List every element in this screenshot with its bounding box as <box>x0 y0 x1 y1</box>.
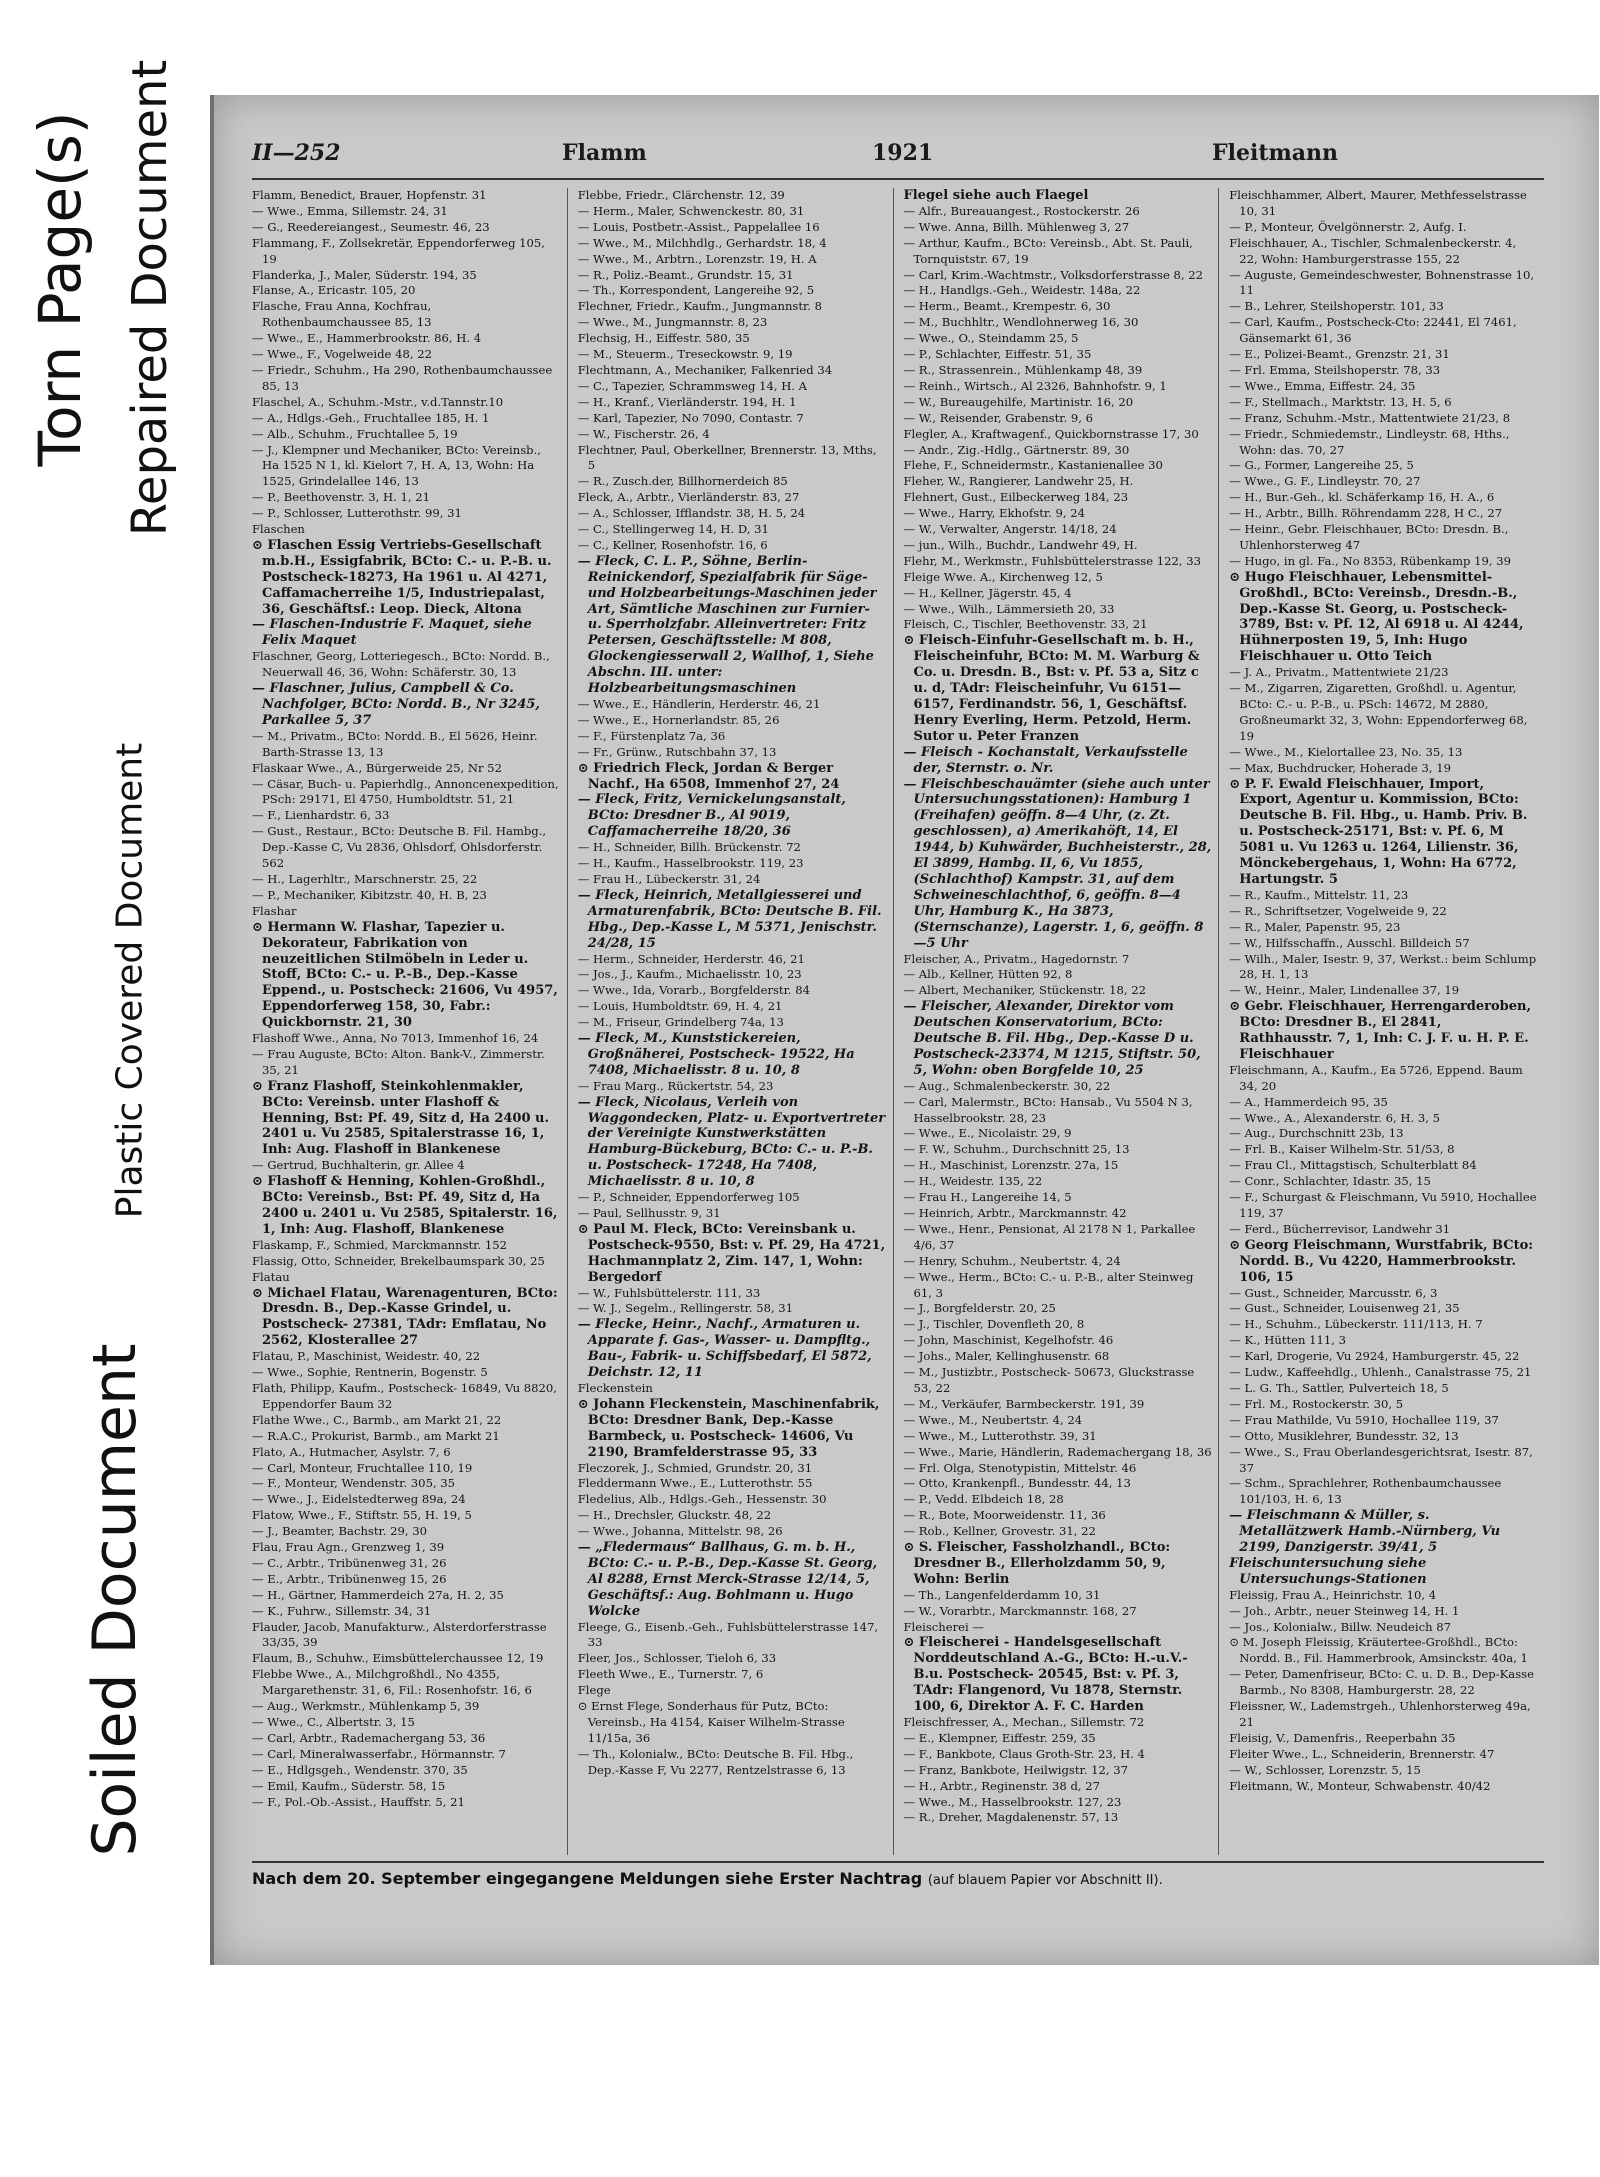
directory-entry: Fledelius, Alb., Hdlgs.-Geh., Hessenstr. 30 <box>577 1492 827 1507</box>
directory-entry: — M., Steuerm., Treseckowstr. 9, 19 <box>577 347 793 362</box>
directory-entry: — Albert, Mechaniker, Stückenstr. 18, 22 <box>903 983 1147 998</box>
directory-entry: — Friedr., Schmiedemstr., Lindleystr. 68, Hths., Wohn: das. 70, 27 <box>1229 426 1510 457</box>
directory-entry: — B., Lehrer, Steilshoperstr. 101, 33 <box>1229 299 1444 314</box>
directory-entry: Flechtner, Paul, Oberkellner, Brennerstr. 13, Mths, 5 <box>577 442 877 473</box>
directory-entry: Fleck, A., Arbtr., Vierländerstr. 83, 27 <box>577 490 800 505</box>
directory-entry: — Schm., Sprachlehrer, Rothenbaumchaussee 101/103, H. 6, 13 <box>1229 1476 1502 1507</box>
directory-entry: — P., Schlosser, Lutterothstr. 99, 31 <box>252 506 462 521</box>
directory-entry: — Wwe., C., Albertstr. 3, 15 <box>252 1715 415 1729</box>
directory-entry: — H., Handlgs.-Geh., Weidestr. 148a, 22 <box>903 283 1141 298</box>
directory-entry: Flamm, Benedict, Brauer, Hopfenstr. 31 <box>252 188 487 202</box>
directory-entry: Flaskamp, F., Schmied, Marckmannstr. 152 <box>252 1237 507 1252</box>
directory-entry: ⊙ Michael Flatau, Warenagenturen, BCto: Dresdn. B., Dep.-Kasse Grindel, u. Postscheck- 27381, TAdr: Emflatau, No 2562, Klosterallee 27 <box>252 1285 558 1349</box>
directory-entry: — Wwe., Harry, Ekhofstr. 9, 24 <box>903 506 1085 521</box>
directory-entry: — M., Zigarren, Zigaretten, Großhdl. u. Agentur, BCto: C.- u. P.-B., u. PSch: 14672, M 2880, Großneumarkt 32, 3, Wohn: Eppendorferweg 68, 19 <box>1229 681 1528 743</box>
directory-entry: — Alfr., Bureauangest., Rostockerstr. 26 <box>903 203 1140 218</box>
directory-entry: ⊙ Fleisch-Einfuhr-Gesellschaft m. b. H., Fleischeinfuhr, BCto: M. M. Warburg & Co. u. Dresdn. B., Bst: v. Pf. 53 a, Sitz c u. d, TAdr: Fleischeinfuhr, Vu 6151—6157, Ferdinandstr. 56, 1, Geschäftsf. Henry Everling, Herm. Petzold, Herm. Sutor u. Peter Franzen <box>903 633 1200 744</box>
directory-entry: — Cäsar, Buch- u. Papierhdlg., Annoncenexpedition, PSch: 29171, El 4750, Humboldtstr. 51, 21 <box>252 776 559 807</box>
directory-entry: ⊙ Franz Flashoff, Steinkohlenmakler, BCto: Vereinsb. unter Flashoff & Henning, Bst: Pf. 49, Sitz d, Ha 2400 u. 2401 u. Vu 2585, Spitalerstrasse 16, 1, Inh: Aug. Flashoff in Blankenese <box>252 1078 550 1158</box>
directory-entry: — Wwe., M., Lutterothstr. 39, 31 <box>903 1428 1097 1443</box>
directory-entry: — Aug., Durchschnitt 23b, 13 <box>1229 1126 1404 1141</box>
directory-entry: — Fleck, Fritz, Vernickelungsanstalt, BCto: Dresdner B., Al 9019, Caffamacherreihe 18/20, 36 <box>577 792 846 840</box>
directory-entry: — W., Schlosser, Lorenzstr. 5, 15 <box>1229 1762 1421 1777</box>
directory-entry: ⊙ Georg Fleischmann, Wurstfabrik, BCto: Nordd. B., Vu 4220, Hammerbrookstr. 106, 15 <box>1229 1237 1534 1285</box>
directory-entry: — Wwe. Anna, Billh. Mühlenweg 3, 27 <box>903 219 1130 234</box>
directory-entry: — Paul, Sellhusstr. 9, 31 <box>577 1206 721 1220</box>
directory-entry: Flaschel, A., Schuhm.-Mstr., v.d.Tannstr.10 <box>252 394 504 409</box>
directory-entry: ⊙ Gebr. Fleischhauer, Herrengarderoben, BCto: Dresdner B., El 2841, Rathhausstr. 7, 1, Inh: C. J. F. u. H. P. E. Fleischhauer <box>1229 999 1532 1062</box>
directory-entry: — Flaschen-Industrie F. Maquet, siehe Felix Maquet <box>252 617 532 649</box>
directory-entry: — L. G. Th., Sattler, Pulverteich 18, 5 <box>1229 1380 1449 1395</box>
directory-entry: — Friedr., Schuhm., Ha 290, Rothenbaumchaussee 85, 13 <box>252 362 553 393</box>
directory-entry: — Wwe., Herm., BCto: C.- u. P.-B., alter Steinweg 61, 3 <box>903 1269 1194 1300</box>
directory-entry: Fleissig, Frau A., Heinrichstr. 10, 4 <box>1229 1587 1437 1602</box>
directory-entry: — Henry, Schuhm., Neubertstr. 4, 24 <box>903 1253 1121 1268</box>
directory-entry: — Wwe., Ida, Vorarb., Borgfelderstr. 84 <box>577 983 810 998</box>
directory-entry: — Wilh., Maler, Isestr. 9, 37, Werkst.: beim Schlump 28, H. 1, 13 <box>1229 951 1537 982</box>
directory-entry: — Aug., Werkmstr., Mühlenkamp 5, 39 <box>252 1699 480 1714</box>
directory-entry: — Wwe., M., Neubertstr. 4, 24 <box>903 1412 1083 1427</box>
directory-entry: — R., Zusch.der, Billhornerdeich 85 <box>577 474 788 489</box>
directory-entry: — C., Stellingerweg 14, H. D, 31 <box>577 522 769 537</box>
directory-entry: Flatau, P., Maschinist, Weidestr. 40, 22 <box>252 1349 481 1364</box>
directory-entry: — W., Fuhlsbüttelerstr. 111, 33 <box>577 1285 761 1300</box>
directory-entry: Fleisig, V., Damenfris., Reeperbahn 35 <box>1229 1730 1456 1745</box>
directory-entry: — F., Pol.-Ob.-Assist., Hauffstr. 5, 21 <box>252 1794 465 1809</box>
directory-entry: — Fleck, Heinrich, Metallgiesserei und Armaturenfabrik, BCto: Deutsche B. Fil. Hbg., Dep.-Kasse L, M 5371, Jenischstr. 24/28, 15 <box>577 887 882 951</box>
directory-entry: — R., Kaufm., Mittelstr. 11, 23 <box>1229 887 1409 902</box>
directory-entry: — Auguste, Gemeindeschwester, Bohnenstrasse 10, 11 <box>1229 267 1535 298</box>
directory-entry: — Ferd., Bücherrevisor, Landwehr 31 <box>1229 1221 1451 1236</box>
directory-entry: — Th., Langenfelderdamm 10, 31 <box>903 1587 1101 1602</box>
directory-entry: — Otto, Krankenpfl., Bundesstr. 44, 13 <box>903 1476 1131 1491</box>
directory-entry: — Louis, Humboldtstr. 69, H. 4, 21 <box>577 999 783 1014</box>
directory-entry: — Jos., J., Kaufm., Michaelisstr. 10, 23 <box>577 967 802 982</box>
directory-entry: — Th., Korrespondent, Langereihe 92, 5 <box>577 283 815 298</box>
directory-entry: Flege <box>577 1683 611 1698</box>
directory-entry: — Fleisch - Kochanstalt, Verkaufsstelle der, Sternstr. o. Nr. <box>903 744 1188 776</box>
directory-entry: Flegler, A., Kraftwagenf., Quickbornstrasse 17, 30 <box>903 426 1199 441</box>
footer-notice <box>252 1861 1544 1905</box>
directory-entry: — A., Hdlgs.-Geh., Fruchtallee 185, H. 1 <box>252 410 490 425</box>
directory-entry: — Johs., Maler, Kellinghusenstr. 68 <box>903 1349 1110 1364</box>
directory-entry: — Frau H., Langereihe 14, 5 <box>903 1190 1072 1205</box>
directory-entry: — Th., Kolonialw., BCto: Deutsche B. Fil. Hbg., Dep.-Kasse F, Vu 2277, Rentzelstrasse 6, 13 <box>577 1746 854 1777</box>
directory-entry: — Frau Auguste, BCto: Alton. Bank-V., Zimmerstr. 35, 21 <box>252 1046 545 1077</box>
directory-entry: Flatow, Wwe., F., Stiftstr. 55, H. 19, 5 <box>252 1508 472 1523</box>
directory-entry: — Wwe., M., Hasselbrookstr. 127, 23 <box>903 1794 1122 1809</box>
header-first-word: Flamm <box>562 140 647 166</box>
directory-entry: ⊙ Flashoff & Henning, Kohlen-Großhdl., BCto: Vereinsb., Bst: Pf. 49, Sitz d, Ha 2400 u. 2401 u. Vu 2585, Spitalerstr. 16, 1, Inh: Aug. Flashoff, Blankenese <box>252 1174 558 1237</box>
directory-entry: — Frl. M., Rostockerstr. 30, 5 <box>1229 1396 1404 1411</box>
directory-entry: — Louis, Postbetr.-Assist., Pappelallee 16 <box>577 219 820 234</box>
directory-entry: — Karl, Tapezier, No 7090, Contastr. 7 <box>577 410 804 425</box>
directory-entry: — E., Polizei-Beamt., Grenzstr. 21, 31 <box>1229 347 1450 362</box>
header-rule <box>252 178 1544 180</box>
directory-entry: — Carl, Monteur, Fruchtallee 110, 19 <box>252 1460 473 1475</box>
directory-entry: Flanse, A., Ericastr. 105, 20 <box>252 283 416 298</box>
directory-entry: — Wwe., A., Alexanderstr. 6, H. 3, 5 <box>1229 1110 1440 1125</box>
directory-entry: — J., Klempner und Mechaniker, BCto: Vereinsb., Ha 1525 N 1, kl. Kielort 7, H. A, 13, Wohn: Ha 1525, Grindelallee 146, 13 <box>252 442 541 489</box>
directory-entry: Flebbe Wwe., A., Milchgroßhdl., No 4355, Margarethenstr. 31, 6, Fil.: Rosenhofstr. 16, 6 <box>252 1667 532 1698</box>
directory-entry: Flehnert, Gust., Eilbeckerweg 184, 23 <box>903 490 1129 505</box>
column-1 <box>252 188 568 1855</box>
directory-entry: — E., Hdlgsgeh., Wendenstr. 370, 35 <box>252 1762 468 1777</box>
directory-entry: Flath, Philipp, Kaufm., Postscheck- 16849, Vu 8820, Eppendorfer Baum 32 <box>252 1380 557 1411</box>
directory-entry: — R., Schriftsetzer, Vogelweide 9, 22 <box>1229 903 1447 918</box>
directory-entry: — H., Weidestr. 135, 22 <box>903 1174 1043 1189</box>
directory-entry: — Aug., Schmalenbeckerstr. 30, 22 <box>903 1078 1111 1093</box>
directory-entry: — Gust., Schneider, Marcusstr. 6, 3 <box>1229 1285 1438 1300</box>
directory-entry: — M., Friseur, Grindelberg 74a, 13 <box>577 1015 784 1030</box>
directory-entry: — W., Bureaugehilfe, Martinistr. 16, 20 <box>903 394 1134 409</box>
directory-entry: — C., Kellner, Rosenhofstr. 16, 6 <box>577 537 768 552</box>
directory-entry: — M., Buchhltr., Wendlohnerweg 16, 30 <box>903 315 1139 330</box>
directory-entry: — Gust., Schneider, Louisenweg 21, 35 <box>1229 1301 1460 1316</box>
directory-entry: — H., Bur.-Geh., kl. Schäferkamp 16, H. A., 6 <box>1229 490 1495 505</box>
directory-entry: — Carl, Krim.-Wachtmstr., Volksdorferstrasse 8, 22 <box>903 267 1204 282</box>
directory-entry: Flammang, F., Zollsekretär, Eppendorferweg 105, 19 <box>252 235 545 266</box>
directory-entry: — Hugo, in gl. Fa., No 8353, Rübenkamp 19, 39 <box>1229 553 1512 568</box>
directory-entry: — C., Tapezier, Schrammsweg 14, H. A <box>577 378 808 393</box>
directory-entry: — Rob., Kellner, Grovestr. 31, 22 <box>903 1524 1096 1539</box>
header-last-word: Fleitmann <box>1212 140 1339 166</box>
directory-entry: — F., Bankbote, Claus Groth-Str. 23, H. 4 <box>903 1746 1145 1761</box>
directory-entry: — Frl. Emma, Steilshoperstr. 78, 33 <box>1229 362 1441 377</box>
directory-entry: — H., Arbtr., Billh. Röhrendamm 228, H C., 27 <box>1229 506 1503 521</box>
directory-entry: Fleege, G., Eisenb.-Geh., Fuhlsbüttelerstrasse 147, 33 <box>577 1619 879 1650</box>
directory-entry: ⊙ Hermann W. Flashar, Tapezier u. Dekorateur, Fabrikation von neuzeitlichen Stilmöbeln in Leder u. Stoff, BCto: C.- u. P.-B., Dep.-Kasse Eppend., u. Postscheck: 21606, Vu 4957, Eppendorferweg 158, 30, Fabr.: Quickbornstr. 21, 30 <box>252 919 558 1031</box>
column-2 <box>578 188 894 1855</box>
directory-entry: ⊙ Johann Fleckenstein, Maschinenfabrik, BCto: Dresdner Bank, Dep.-Kasse Barmbeck, u. Postscheck- 14606, Vu 2190, Bramfelderstrasse 95, 33 <box>577 1396 880 1460</box>
directory-entry: Flegel siehe auch Flaegel <box>903 188 1089 203</box>
directory-entry: — H., Kranf., Vierländerstr. 194, H. 1 <box>577 394 797 409</box>
directory-entry: — Jos., Kolonialw., Billw. Neudeich 87 <box>1229 1619 1452 1634</box>
directory-entry: — Wwe., Henr., Pensionat, Al 2178 N 1, Parkallee 4/6, 37 <box>903 1221 1196 1252</box>
directory-entry: Flebbe, Friedr., Clärchenstr. 12, 39 <box>577 188 785 202</box>
directory-entry: ⊙ S. Fleischer, Fassholzhandl., BCto: Dresdner B., Ellerholzdamm 50, 9, Wohn: Berlin <box>903 1540 1171 1587</box>
directory-entry: — R., Strassenrein., Mühlenkamp 48, 39 <box>903 362 1143 377</box>
running-header <box>252 140 1544 180</box>
directory-entry: — A., Schlosser, Ifflandstr. 38, H. 5, 24 <box>577 506 806 521</box>
directory-entry: Flatau <box>252 1269 290 1284</box>
directory-entry: — Franz, Schuhm.-Mstr., Mattentwiete 21/23, 8 <box>1229 410 1511 425</box>
directory-entry: — Wwe., E., Hammerbrookstr. 86, H. 4 <box>252 331 482 346</box>
directory-entry: — G., Reedereiangest., Seumestr. 46, 23 <box>252 219 490 234</box>
directory-entry: ⊙ Ernst Flege, Sonderhaus für Putz, BCto: Vereinsb., Ha 4154, Kaiser Wilhelm-Strasse 11/15a, 36 <box>577 1699 845 1745</box>
directory-entry: — Andr., Zig.-Hdlg., Gärtnerstr. 89, 30 <box>903 442 1130 457</box>
directory-entry: — F., Fürstenplatz 7a, 36 <box>577 728 726 743</box>
label-torn-pages: Torn Page(s) <box>26 111 94 467</box>
directory-entry: Fleischhauer, A., Tischler, Schmalenbeckerstr. 4, 22, Wohn: Hamburgerstrasse 155, 22 <box>1229 235 1517 266</box>
directory-entry: — Joh., Arbtr., neuer Steinweg 14, H. 1 <box>1229 1603 1460 1618</box>
directory-entry: — J., Beamter, Bachstr. 29, 30 <box>252 1524 428 1539</box>
directory-entry: Fleczorek, J., Schmied, Grundstr. 20, 31 <box>577 1460 813 1475</box>
directory-entry: Fleischfresser, A., Mechan., Sillemstr. 72 <box>903 1715 1145 1729</box>
directory-entry: ⊙ Hugo Fleischhauer, Lebensmittel-Großhdl., BCto: Vereinsb., Dresdn.-B., Dep.-Kasse St. Georg, u. Postscheck- 3789, Bst: v. Pf. 12, Al 6918 u. Al 4244, Hühnerposten 19, 5, Inh: Hugo Fleischhauer u. Otto Teich <box>1229 569 1524 665</box>
directory-entry: — K., Fuhrw., Sillemstr. 34, 31 <box>252 1603 432 1618</box>
directory-entry: — H., Drechsler, Gluckstr. 48, 22 <box>577 1508 772 1523</box>
directory-entry: Fleischuntersuchung siehe Untersuchungs-Stationen <box>1229 1555 1427 1587</box>
directory-entry: — P., Vedd. Elbdeich 18, 28 <box>903 1492 1064 1507</box>
directory-entry: — H., Maschinist, Lorenzstr. 27a, 15 <box>903 1158 1119 1173</box>
directory-entry: — M., Justizbtr., Postscheck- 50673, Gluckstrasse 53, 22 <box>903 1365 1195 1395</box>
directory-entry: Flanderka, J., Maler, Süderstr. 194, 35 <box>252 267 477 282</box>
directory-entry: Fleitmann, W., Monteur, Schwabenstr. 40/42 <box>1229 1778 1491 1793</box>
directory-entry: — F., Schurgast & Fleischmann, Vu 5910, Hochallee 119, 37 <box>1229 1190 1537 1220</box>
directory-entry: Flaum, B., Schuhw., Eimsbüttelerchaussee 12, 19 <box>252 1651 544 1666</box>
directory-entry: — Wwe., M., Kielortallee 23, No. 35, 13 <box>1229 744 1463 759</box>
directory-entry: — Carl, Arbtr., Rademachergang 53, 36 <box>252 1730 486 1745</box>
directory-entry: — M., Privatm., BCto: Nordd. B., El 5626, Heinr. Barth-Strasse 13, 13 <box>252 728 538 759</box>
directory-entry: — Alb., Schuhm., Fruchtallee 5, 19 <box>252 426 458 441</box>
directory-entry: — F., Lienhardstr. 6, 33 <box>252 808 390 823</box>
directory-entry: — E., Arbtr., Tribünenweg 15, 26 <box>252 1571 447 1586</box>
directory-entry: — Wwe., O., Steindamm 25, 5 <box>903 331 1079 346</box>
directory-entry: Fleddermann Wwe., E., Lutterothstr. 55 <box>577 1476 813 1491</box>
directory-entry: — Carl, Malermstr., BCto: Hansab., Vu 5504 N 3, Hasselbrookstr. 28, 23 <box>903 1094 1193 1125</box>
directory-entry: — H., Lagerhltr., Marschnerstr. 25, 22 <box>252 871 478 886</box>
directory-entry: — Carl, Mineralwasserfabr., Hörmannstr. 7 <box>252 1746 506 1761</box>
directory-entry: — Wwe., M., Milchhdlg., Gerhardstr. 18, 4 <box>577 235 827 250</box>
directory-entry: Flechner, Friedr., Kaufm., Jungmannstr. 8 <box>577 299 823 314</box>
directory-entry: — P., Beethovenstr. 3, H. 1, 21 <box>252 490 430 505</box>
header-year: 1921 <box>872 140 934 166</box>
directory-entry: — H., Gärtner, Hammerdeich 27a, H. 2, 35 <box>252 1587 504 1602</box>
directory-entry: — R., Bote, Moorweidenstr. 11, 36 <box>903 1508 1106 1523</box>
directory-entry: Fleher, W., Rangierer, Landwehr 25, H. <box>903 474 1134 489</box>
directory-entry: — C., Arbtr., Tribünenweg 31, 26 <box>252 1555 447 1570</box>
directory-entry: — „Fledermaus“ Ballhaus, G. m. b. H., BCto: C.- u. P.-B., Dep.-Kasse St. Georg, Al 8288, Ernst Merck-Strasse 12/14, 5, Geschäftsf.: Aug. Bohlmann u. Hugo Wolcke <box>577 1540 878 1619</box>
directory-entry: — Frl. B., Kaiser Wilhelm-Str. 51/53, 8 <box>1229 1142 1455 1157</box>
directory-entry: — F. W., Schuhm., Durchschnitt 25, 13 <box>903 1142 1130 1157</box>
column-3 <box>904 188 1220 1855</box>
directory-entry: — H., Kellner, Jägerstr. 45, 4 <box>903 585 1072 600</box>
directory-entry: — Reinh., Wirtsch., Al 2326, Bahnhofstr. 9, 1 <box>903 378 1167 393</box>
footer-main-text: Nach dem 20. September eingegangene Meldungen siehe Erster Nachtrag <box>252 1869 923 1888</box>
directory-entry: — R., Maler, Papenstr. 95, 23 <box>1229 919 1401 934</box>
directory-entry: Flaschner, Georg, Lotteriegesch., BCto: Nordd. B., Neuerwall 46, 36, Wohn: Schäferstr. 30, 13 <box>252 649 550 680</box>
directory-entry: — W., Fischerstr. 26, 4 <box>577 426 710 441</box>
directory-entry: Flato, A., Hutmacher, Asylstr. 7, 6 <box>252 1444 451 1459</box>
directory-entry: — Frau H., Lübeckerstr. 31, 24 <box>577 871 761 886</box>
directory-entry: — W., Verwalter, Angerstr. 14/18, 24 <box>903 522 1117 537</box>
scanned-directory-page <box>210 95 1599 1965</box>
directory-entry: — G., Former, Langereihe 25, 5 <box>1229 458 1414 473</box>
directory-entry: Fleiter Wwe., L., Schneiderin, Brennerstr. 47 <box>1229 1746 1495 1761</box>
directory-entry: — P., Schneider, Eppendorferweg 105 <box>577 1190 800 1205</box>
directory-entry: Fleer, Jos., Schlosser, Tieloh 6, 33 <box>577 1651 777 1666</box>
directory-entry: — Max, Buchdrucker, Hoherade 3, 19 <box>1229 760 1451 775</box>
label-soiled-document: Soiled Document <box>80 1343 150 1857</box>
directory-entry: — W. J., Segelm., Rellingerstr. 58, 31 <box>577 1301 794 1316</box>
directory-entry: — Franz, Bankbote, Heilwigstr. 12, 37 <box>903 1762 1129 1777</box>
directory-entry: — A., Hammerdeich 95, 35 <box>1229 1094 1388 1109</box>
directory-entry: Flau, Frau Agn., Grenzweg 1, 39 <box>252 1540 445 1555</box>
directory-columns <box>252 188 1544 1855</box>
directory-entry: — Conr., Schlachter, Idastr. 35, 15 <box>1229 1174 1431 1189</box>
directory-entry: — Wwe., M., Jungmannstr. 8, 23 <box>577 315 768 330</box>
directory-entry: — John, Maschinist, Kegelhofstr. 46 <box>903 1333 1114 1348</box>
directory-entry: Flaschen <box>252 522 305 537</box>
directory-entry: — Wwe., E., Nicolaistr. 29, 9 <box>903 1126 1072 1141</box>
directory-entry: — Fleck, M., Kunststickereien, Großnäherei, Postscheck- 19522, Ha 7408, Michaelisstr. 8 u. 10, 8 <box>577 1031 855 1078</box>
directory-entry: — Alb., Kellner, Hütten 92, 8 <box>903 967 1073 982</box>
directory-entry: — Frau Cl., Mittagstisch, Schulterblatt 84 <box>1229 1158 1477 1173</box>
directory-entry: Flechtmann, A., Mechaniker, Falkenried 34 <box>577 362 833 377</box>
directory-entry: — Carl, Kaufm., Postscheck-Cto: 22441, El 7461, Gänsemarkt 61, 36 <box>1229 315 1517 346</box>
directory-entry: — Fr., Grünw., Rutschbahn 37, 13 <box>577 744 777 759</box>
directory-entry: Flathe Wwe., C., Barmb., am Markt 21, 22 <box>252 1412 502 1427</box>
directory-entry: — Wwe., S., Frau Oberlandesgerichtsrat, Isestr. 87, 37 <box>1229 1444 1533 1475</box>
directory-entry: — Wwe., Wilh., Lämmersieth 20, 33 <box>903 601 1115 616</box>
directory-entry: ⊙ Friedrich Fleck, Jordan & Berger Nachf., Ha 6508, Immenhof 27, 24 <box>577 760 840 792</box>
directory-entry: — Otto, Musiklehrer, Bundesstr. 32, 13 <box>1229 1428 1459 1443</box>
directory-entry: — Wwe., Emma, Sillemstr. 24, 31 <box>252 203 448 218</box>
directory-entry: Fleige Wwe. A., Kirchenweg 12, 5 <box>903 569 1103 584</box>
directory-entry: — Wwe., M., Arbtrn., Lorenzstr. 19, H. A <box>577 251 817 266</box>
directory-entry: — P., Mechaniker, Kibitzstr. 40, H. B, 23 <box>252 887 487 902</box>
directory-entry: — Herm., Maler, Schwenckestr. 80, 31 <box>577 203 805 218</box>
directory-entry: Flashar <box>252 903 297 918</box>
directory-entry: — Fleischmann & Müller, s. Metallätzwerk Hamb.-Nürnberg, Vu 2199, Danzigerstr. 39/41, 5 <box>1229 1508 1501 1556</box>
directory-entry: — R., Dreher, Magdalenenstr. 57, 13 <box>903 1810 1119 1825</box>
directory-entry: — Flaschner, Julius, Campbell & Co. Nachfolger, BCto: Nordd. B., Nr 3245, Parkallee 5, 37 <box>252 681 540 728</box>
directory-entry: — Peter, Damenfriseur, BCto: C. u. D. B., Dep-Kasse Barmb., No 8308, Hamburgerstr. 28, 22 <box>1229 1667 1534 1698</box>
directory-entry: Fleissner, W., Lademstrgeh., Uhlenhorsterweg 49a, 21 <box>1229 1699 1531 1729</box>
directory-entry: — Wwe., Sophie, Rentnerin, Bogenstr. 5 <box>252 1365 488 1380</box>
directory-entry: — H., Kaufm., Hasselbrookstr. 119, 23 <box>577 856 804 871</box>
directory-entry: — F., Stellmach., Marktstr. 13, H. 5, 6 <box>1229 394 1452 409</box>
directory-entry: — M., Verkäufer, Barmbeckerstr. 191, 39 <box>903 1396 1145 1411</box>
directory-entry: — P., Monteur, Övelgönnerstr. 2, Aufg. I. <box>1229 219 1467 234</box>
directory-entry: Flassig, Otto, Schneider, Brekelbaumspark 30, 25 <box>252 1253 545 1268</box>
directory-entry: ⊙ Fleischerei - Handelsgesellschaft Norddeutschland A.-G., BCto: H.-u.V.-B.u. Postscheck- 20545, Bst: v. Pf. 3, TAdr: Flangenord, Vu 1878, Sternstr. 100, 6, Direktor A. F. C. Harden <box>903 1635 1188 1715</box>
directory-entry: — R., Poliz.-Beamt., Grundstr. 15, 31 <box>577 267 794 282</box>
directory-entry: ⊙ Flaschen Essig Vertriebs-Gesellschaft m.b.H., Essigfabrik, BCto: C.- u. P.-B. u. Postscheck-18273, Ha 1961 u. Al 4271, Caffamacherreihe 1/5, Industriepalast, 36, Geschäftsf.: Leop. Dieck, Altona <box>252 537 552 617</box>
directory-entry: Flasche, Frau Anna, Kochfrau, Rothenbaumchaussee 85, 13 <box>252 299 432 330</box>
directory-entry: — P., Schlachter, Eiffestr. 51, 35 <box>903 347 1092 362</box>
directory-entry: — K., Hütten 111, 3 <box>1229 1333 1347 1348</box>
directory-entry: — Karl, Drogerie, Vu 2924, Hamburgerstr. 45, 22 <box>1229 1349 1520 1364</box>
directory-entry: — Wwe., Emma, Eiffestr. 24, 35 <box>1229 378 1416 393</box>
directory-entry: — E., Klempner, Eiffestr. 259, 35 <box>903 1730 1096 1745</box>
directory-entry: — Flecke, Heinr., Nachf., Armaturen u. Apparate f. Gas-, Wasser- u. Dampfltg., Bau-, Fabrik- u. Schiffsbedarf, El 5872, Deichstr. 12, 11 <box>577 1317 872 1381</box>
directory-entry: — Wwe., E., Händlerin, Herderstr. 46, 21 <box>577 697 821 711</box>
directory-entry: ⊙ M. Joseph Fleissig, Kräutertee-Großhdl., BCto: Nordd. B., Fil. Hammerbrook, Amsinckstr. 40a, 1 <box>1229 1635 1528 1666</box>
directory-entry: — Heinrich, Arbtr., Marckmannstr. 42 <box>903 1206 1127 1220</box>
directory-entry: — Herm., Schneider, Herderstr. 46, 21 <box>577 951 805 966</box>
directory-entry: — Fleck, C. L. P., Söhne, Berlin-Reinickendorf, Spezialfabrik für Säge- und Holzbearbeitungs-Maschinen jeder Art, Sämtliche Maschinen zur Furnier- u. Sperrholzfabr. Alleinvertreter: Fritz Petersen, Geschäftsstelle: M 808, Glockengiesserwall 2, Wallhof, 1, Siehe Abschn. III. unter: Holzbearbeitungsmaschinen <box>577 553 877 697</box>
directory-entry: — J., Tischler, Dovenfleth 20, 8 <box>903 1317 1085 1332</box>
directory-entry: — Wwe., J., Eidelstedterweg 89a, 24 <box>252 1492 466 1507</box>
directory-entry: — Emil, Kaufm., Süderstr. 58, 15 <box>252 1778 446 1793</box>
condition-labels-sidebar <box>0 0 205 2177</box>
directory-entry: Flehe, F., Schneidermstr., Kastanienallee 30 <box>903 458 1163 473</box>
column-4 <box>1229 188 1544 1855</box>
directory-entry: — J. A., Privatm., Mattentwiete 21/23 <box>1229 665 1449 680</box>
directory-entry: Flashoff Wwe., Anna, No 7013, Immenhof 16, 24 <box>252 1031 539 1046</box>
label-repaired-document: Repaired Document <box>122 59 178 537</box>
page-number: II—252 <box>252 140 341 166</box>
directory-entry: — Fleischbeschauämter (siehe auch unter Untersuchungsstationen): Hamburg 1 (Freihafen) geöffn. 8—4 Uhr, (z. Zt. geschlossen), a) Amerikahöft, 14, El 1944, b) Kuhwärder, Buchheisterstr., 28, El 3899, Hambg. II, 6, Vu 1855, (Schlachthof) Kampstr. 31, auf dem Schweineschlachthof, 6, geöffn. 8—4 Uhr, Hamburg K., Ha 3873, (Sternschanze), Lagerstr. 1, 6, geöffn. 8—5 Uhr <box>903 776 1212 951</box>
directory-entry: Flaskaar Wwe., A., Bürgerweide 25, Nr 52 <box>252 760 502 775</box>
directory-entry: — Frau Mathilde, Vu 5910, Hochallee 119, 37 <box>1229 1412 1499 1427</box>
directory-entry: — Ludw., Kaffeehdlg., Uhlenh., Canalstrasse 75, 21 <box>1229 1365 1532 1380</box>
directory-entry: — Fleischer, Alexander, Direktor vom Deutschen Konservatorium, BCto: Deutsche B. Fil. Hbg., Dep.-Kasse D u. Postscheck-23374, M 1215, Stiftstr. 50, 5, Wohn: oben Borgfelde 10, 25 <box>903 999 1201 1078</box>
directory-entry: — H., Schuhm., Lübeckerstr. 111/113, H. 7 <box>1229 1317 1483 1332</box>
directory-entry: — H., Schneider, Billh. Brückenstr. 72 <box>577 840 801 855</box>
directory-entry: — Wwe., Johanna, Mittelstr. 98, 26 <box>577 1524 783 1539</box>
directory-entry: Flauder, Jacob, Manufakturw., Alsterdorferstrasse 33/35, 39 <box>252 1619 547 1650</box>
footer-note: (auf blauem Papier vor Abschnitt II). <box>927 1873 1163 1888</box>
directory-entry: — W., Vorarbtr., Marckmannstr. 168, 27 <box>903 1603 1137 1618</box>
directory-entry: — Wwe., E., Hornerlandstr. 85, 26 <box>577 712 780 727</box>
directory-entry: Flechsig, H., Eiffestr. 580, 35 <box>577 331 750 346</box>
directory-entry: — H., Arbtr., Reginenstr. 38 d, 27 <box>903 1778 1101 1793</box>
label-plastic-covered: Plastic Covered Document <box>109 742 151 1219</box>
directory-entry: — Frl. Olga, Stenotypistin, Mittelstr. 46 <box>903 1460 1137 1475</box>
directory-entry: Flehr, M., Werkmstr., Fuhlsbüttelerstrasse 122, 33 <box>903 553 1202 568</box>
directory-entry: Fleisch, C., Tischler, Beethovenstr. 33, 21 <box>903 617 1148 632</box>
directory-entry: — W., Reisender, Grabenstr. 9, 6 <box>903 410 1094 425</box>
directory-entry: — jun., Wilh., Buchdr., Landwehr 49, H. <box>903 537 1138 552</box>
directory-entry: — W., Hilfsschaffn., Ausschl. Billdeich 57 <box>1229 935 1470 950</box>
directory-entry: — F., Monteur, Wendenstr. 305, 35 <box>252 1476 456 1491</box>
directory-entry: Fleischhammer, Albert, Maurer, Methfesselstrasse 10, 31 <box>1229 188 1527 218</box>
directory-entry: — Wwe., F., Vogelweide 48, 22 <box>252 347 432 362</box>
directory-entry: — Gust., Restaur., BCto: Deutsche B. Fil. Hambg., Dep.-Kasse C, Vu 2836, Ohlsdorf, Ohlsdorferstr. 562 <box>252 824 547 871</box>
directory-entry: — Gertrud, Buchhalterin, gr. Allee 4 <box>252 1158 465 1173</box>
directory-entry: ⊙ P. F. Ewald Fleischhauer, Import, Export, Agentur u. Kommission, BCto: Deutsche B. Fil. Hbg., u. Hamb. Priv. B. u. Postscheck-25171, Bst: v. Pf. 6, M 5081 u. Vu 1263 u. 1264, Lilienstr. 36, Mönckebergehaus, 1, Wohn: Ha 6772, Hartungstr. 5 <box>1229 776 1528 887</box>
directory-entry: — R.A.C., Prokurist, Barmb., am Markt 21 <box>252 1428 500 1443</box>
directory-entry: Fleeth Wwe., E., Turnerstr. 7, 6 <box>577 1667 764 1682</box>
directory-entry: Fleischer, A., Privatm., Hagedornstr. 7 <box>903 951 1130 966</box>
directory-entry: — Herm., Beamt., Krempestr. 6, 30 <box>903 299 1111 314</box>
directory-entry: — Frau Marg., Rückertstr. 54, 23 <box>577 1078 774 1093</box>
directory-entry: — J., Borgfelderstr. 20, 25 <box>903 1301 1056 1316</box>
directory-entry: Fleckenstein <box>577 1380 653 1395</box>
directory-entry: — W., Heinr., Maler, Lindenallee 37, 19 <box>1229 983 1460 998</box>
directory-entry: Fleischerei — <box>903 1619 984 1634</box>
directory-entry: Fleischmann, A., Kaufm., Ea 5726, Eppend. Baum 34, 20 <box>1229 1062 1523 1093</box>
directory-entry: — Wwe., Marie, Händlerin, Rademachergang 18, 36 <box>903 1444 1212 1459</box>
directory-entry: ⊙ Paul M. Fleck, BCto: Vereinsbank u. Postscheck-9550, Bst: v. Pf. 29, Ha 4721, Hachmannplatz 2, Zim. 147, 1, Wohn: Bergedorf <box>577 1221 886 1285</box>
directory-entry: — Arthur, Kaufm., BCto: Vereinsb., Abt. St. Pauli, Tornquiststr. 67, 19 <box>903 235 1193 266</box>
directory-entry: — Wwe., G. F., Lindleystr. 70, 27 <box>1229 474 1421 489</box>
directory-entry: — Heinr., Gebr. Fleischhauer, BCto: Dresdn. B., Uhlenhorsterweg 47 <box>1229 522 1509 552</box>
directory-entry: — Fleck, Nicolaus, Verleih von Waggondecken, Platz- u. Exportvertreter der Vereinigte Kunstwerkstätten Hamburg-Bückeburg, BCto: C.- u. P.-B. u. Postscheck- 17248, Ha 7408, Michaelisstr. 8 u. 10, 8 <box>577 1094 886 1190</box>
